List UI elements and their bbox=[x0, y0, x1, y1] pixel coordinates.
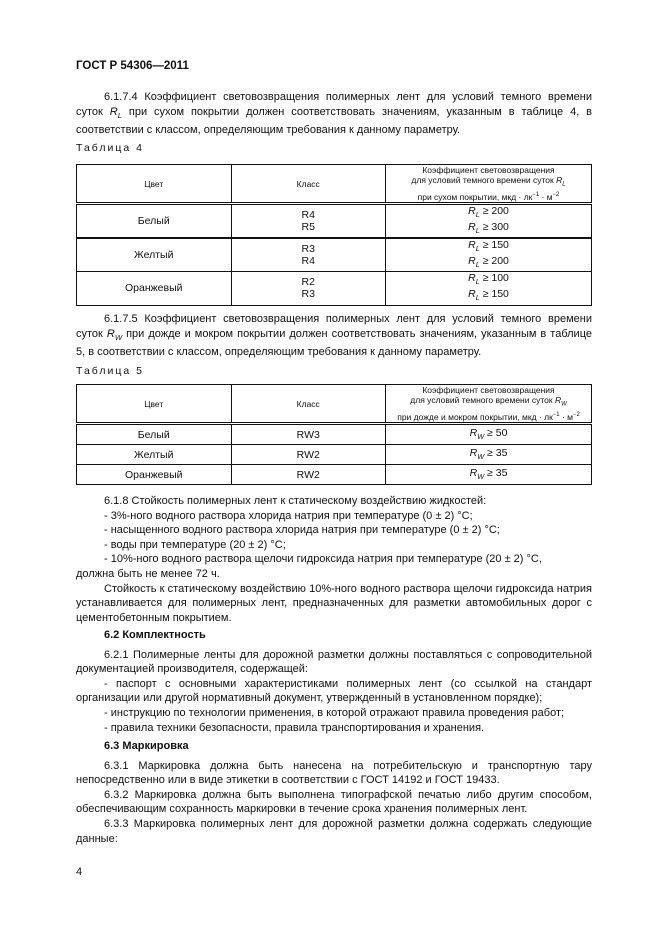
document-header: ГОСТ Р 54306—2011 bbox=[76, 60, 189, 72]
cell-class: R4 R5 bbox=[231, 204, 386, 239]
symbol: R bbox=[468, 239, 476, 252]
table-row bbox=[77, 272, 592, 305]
text: при дожде и мокром покрытии должен соответствовать значениям, указанным в таблице 5, в соответствии с классом, определяющим требования к данному параметру. bbox=[76, 327, 592, 359]
cell-value: $R_L \ge 200$ $R_L \ge 300$ bbox=[386, 204, 592, 239]
symbol: R bbox=[468, 272, 476, 285]
symbol: R bbox=[109, 105, 118, 118]
table-4-caption: Таблица 4 bbox=[76, 142, 144, 154]
section-heading: 6.3 Маркировка bbox=[104, 740, 189, 752]
section-6-2 bbox=[76, 628, 592, 735]
list-item: - 10%-ного водного раствора щелочи гидроксида натрия при температуре (20 ± 2) °С, bbox=[104, 553, 542, 566]
col-coefficient: Коэффициент световозвращения для условий темного времени суток $R_L$ при сухом покрытии, мкд · $лк^{-1} \cdot м^{-2}$ bbox=[386, 165, 592, 204]
cell-color: Желтый bbox=[77, 445, 232, 465]
paragraph: должна быть не менее 72 ч. bbox=[76, 567, 220, 580]
text: 6.1.7.5 Коэффициент световозвращения полимерных лент для условий темного времени суток bbox=[76, 313, 592, 340]
list-item: - воды при температуре (20 ± 2) °С; bbox=[104, 538, 286, 551]
list-item: - правила техники безопасности, правила транспортирования и хранения. bbox=[104, 721, 485, 734]
symbol: R bbox=[468, 221, 476, 234]
paragraph: 6.2.1 Полимерные ленты для дорожной разметки должны поставляться с сопроводительной документацией производителя, содержащей: bbox=[76, 648, 592, 676]
symbol-sub: L bbox=[117, 110, 122, 120]
symbol: R bbox=[469, 447, 478, 460]
section-6-1-8 bbox=[76, 494, 592, 625]
col-coefficient: Коэффициент световозвращения для условий темного времени суток $R_W$ при дожде и мокром покрытии, мкд · $лк^{-1} \cdot м^{-2}$ bbox=[386, 385, 592, 424]
cell-color: Оранжевый bbox=[77, 465, 232, 485]
cell-value: $R_W \ge 50$ bbox=[386, 424, 592, 445]
page-number: 4 bbox=[76, 866, 83, 878]
symbol: R bbox=[469, 467, 478, 480]
cell-class: RW2 bbox=[231, 445, 386, 465]
symbol: R bbox=[468, 255, 476, 268]
col-class: Класс bbox=[231, 165, 386, 204]
cell-value: $R_W \ge 35$ bbox=[386, 445, 592, 465]
table-row bbox=[77, 238, 592, 272]
symbol-sub: W bbox=[114, 332, 123, 342]
paragraph: 6.3.1 Маркировка должна быть нанесена на потребительскую и транспортную тару непосредственно или в виде этикетки в соответствии с ГОСТ 14192 и ГОСТ 19433. bbox=[76, 759, 592, 787]
cell-class: RW2 bbox=[231, 465, 386, 485]
paragraph-6-1-7-4 bbox=[76, 90, 592, 138]
paragraph: 6.1.8 Стойкость полимерных лент к статическому воздействию жидкостей: bbox=[104, 495, 487, 507]
cell-value: $R_W \ge 35$ bbox=[386, 465, 592, 485]
text: при сухом покрытии должен соответствовать значениям, указанным в таблице 4, в соответствии с классом, определяющим требования к данному параметру. bbox=[76, 105, 592, 137]
table-5 bbox=[76, 384, 592, 485]
cell-color: Белый bbox=[77, 424, 232, 445]
col-color: Цвет bbox=[77, 165, 232, 204]
paragraph: 6.3.2 Маркировка должна быть выполнена типографской печатью либо другим способом, обеспечивающим сохранность маркировки в течение срока хранения полимерных лент. bbox=[76, 788, 592, 816]
section-heading: 6.2 Комплектность bbox=[104, 629, 206, 641]
symbol: R bbox=[469, 427, 478, 440]
cell-color: Желтый bbox=[77, 238, 232, 272]
col-color: Цвет bbox=[77, 385, 232, 424]
paragraph: 6.3.3 Маркировка полимерных лент для дорожной разметки должна содержать следующие данные: bbox=[76, 817, 592, 845]
list-item: - насыщенного водного раствора хлорида натрия при температуре (0 ± 2) °С; bbox=[104, 524, 500, 537]
table-4 bbox=[76, 164, 592, 306]
table-5-caption: Таблица 5 bbox=[76, 365, 144, 377]
cell-value: $R_L \ge 100$ $R_L \ge 150$ bbox=[386, 272, 592, 305]
text: 6.1.7.4 Коэффициент световозвращения полимерных лент для условий темного времени суток bbox=[76, 91, 592, 118]
symbol: R bbox=[468, 205, 476, 217]
symbol: R bbox=[106, 327, 115, 340]
cell-color: Оранжевый bbox=[77, 272, 232, 305]
section-6-3 bbox=[76, 739, 592, 846]
cell-class: R3 R4 bbox=[231, 238, 386, 272]
table-row bbox=[77, 445, 592, 465]
paragraph: Стойкость к статическому воздействию 10%-ного водного раствора щелочи гидроксида натрия устанавливается для полимерных лент, предназначенных для разметки автомобильных дорог с цементобетонным покрытием. bbox=[76, 582, 592, 624]
col-class: Класс bbox=[231, 385, 386, 424]
cell-class: R2 R3 bbox=[231, 272, 386, 305]
paragraph-6-1-7-5 bbox=[76, 312, 592, 360]
cell-color: Белый bbox=[77, 204, 232, 239]
list-item: - 3%-ного водного раствора хлорида натрия при температуре (0 ± 2) °С; bbox=[104, 509, 473, 522]
table-row bbox=[77, 424, 592, 445]
cell-value: $R_L \ge 150$ $R_L \ge 200$ bbox=[386, 238, 592, 272]
list-item: - паспорт с основными характеристиками полимерных лент (со ссылкой на стандарт организации или другой нормативный документ, утвержденный в установленном порядке); bbox=[76, 677, 592, 705]
cell-class: RW3 bbox=[231, 424, 386, 445]
symbol: R bbox=[468, 288, 476, 301]
table-row bbox=[77, 465, 592, 485]
list-item: - инструкцию по технологии применения, в которой отражают правила проведения работ; bbox=[104, 706, 565, 719]
table-row bbox=[77, 204, 592, 239]
